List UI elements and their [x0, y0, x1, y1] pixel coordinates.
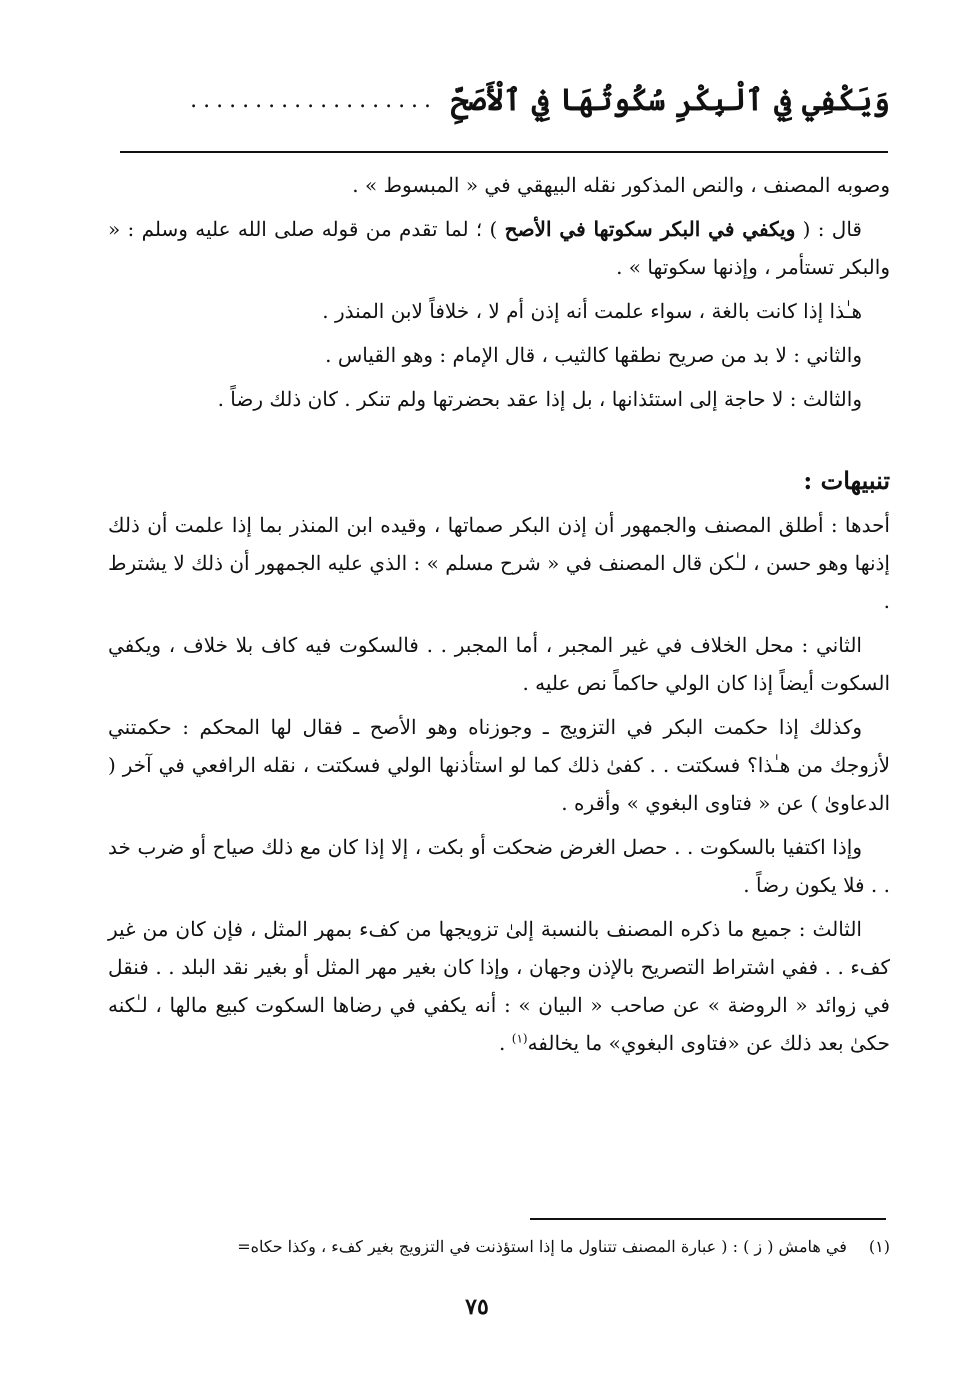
footnote-marker[interactable]: (١): [511, 1031, 528, 1046]
paragraph: وإذا اكتفيا بالسكوت . . حصل الغرض ضحكت أو بكت ، إلا إذا كان مع ذلك صياح أو ضرب خد . . فلا يكون رضاً .: [108, 835, 890, 897]
matn-quote: ويكفي في البكر سكوتها في الأصح: [504, 217, 796, 241]
footnote-divider: [530, 1218, 886, 1220]
section-title: تنبيهات :: [803, 466, 890, 495]
running-head: [120, 70, 890, 130]
paragraph: الثالث : جميع ما ذكره المصنف بالنسبة إلىٰ تزويجها من كفء بمهر المثل ، فإن كان من غير كفء . . ففي اشتراط التصريح بالإذن وجهان ، وإذا كان بغير مهر المثل أو بغير نقد البلد . . فنقل في زوائد « الروضة » عن صاحب « البيان » : أنه يكفي في رضاها السكوت كبيع مالها ، لـٰكنه حكىٰ بعد ذلك عن «فتاوى البغوي» ما يخالفه$^{(١)}$ .: [108, 917, 890, 1055]
running-head-dots: ...................: [190, 87, 438, 113]
paragraph: وصوبه المصنف ، والنص المذكور نقله البيهقي في « المبسوط » .: [352, 173, 890, 197]
paragraph: هـٰذا إذا كانت بالغة ، سواء علمت أنه إذن أم لا ، خلافاً لابن المنذر .: [322, 299, 862, 323]
main-text: [108, 166, 890, 1068]
running-head-title: وَيَكْفِي فِي ٱلْبِكْرِ سُكُوتُهَا فِي ٱلْأَصَحِّ: [451, 82, 890, 118]
paragraph: قال : ( ويكفي في البكر سكوتها في الأصح ) ؛ لما تقدم من قوله صلى الله عليه وسلم : « والبكر تستأمر ، وإذنها سكوتها » .: [108, 217, 890, 279]
paragraph: والثاني : لا بد من صريح نطقها كالثيب ، قال الإمام : وهو القياس .: [325, 343, 862, 367]
footnote-number: (١): [868, 1237, 890, 1256]
paragraph: وكذلك إذا حكمت البكر في التزويج ـ وجوزناه وهو الأصح ـ فقال لها المحكم : حكمتني لأزوجك من هـٰذا؟ فسكتت . . كفىٰ ذلك كما لو استأذنها الولي فسكتت ، نقله الرافعي في آخر ( الدعاوىٰ ) عن « فتاوى البغوي » وأقره .: [108, 715, 890, 815]
paragraph: أحدها : أطلق المصنف والجمهور أن إذن البكر صماتها ، وقيده ابن المنذر بما إذا علمت أن ذلك إذنها وهو حسن ، لـٰكن قال المصنف في « شرح مسلم » : الذي عليه الجمهور أن ذلك لا يشترط .: [108, 513, 890, 613]
paragraph: الثاني : محل الخلاف في غير المجبر ، أما المجبر . . فالسكوت فيه كاف بلا خلاف ، ويكفي السكوت أيضاً إذا كان الولي حاكماً نص عليه .: [108, 633, 890, 695]
paragraph: والثالث : لا حاجة إلى استئذانها ، بل إذا عقد بحضرتها ولم تنكر . كان ذلك رضاً .: [217, 387, 862, 411]
page-number: ٧٥: [465, 1294, 489, 1320]
footnote-text: في هامش ( ز ) : ( عبارة المصنف تتناول ما إذا استؤذنت في التزويج بغير كفء ، وكذا حكاه=: [237, 1237, 847, 1256]
header-divider: [120, 151, 888, 153]
footnote: [96, 1234, 890, 1260]
